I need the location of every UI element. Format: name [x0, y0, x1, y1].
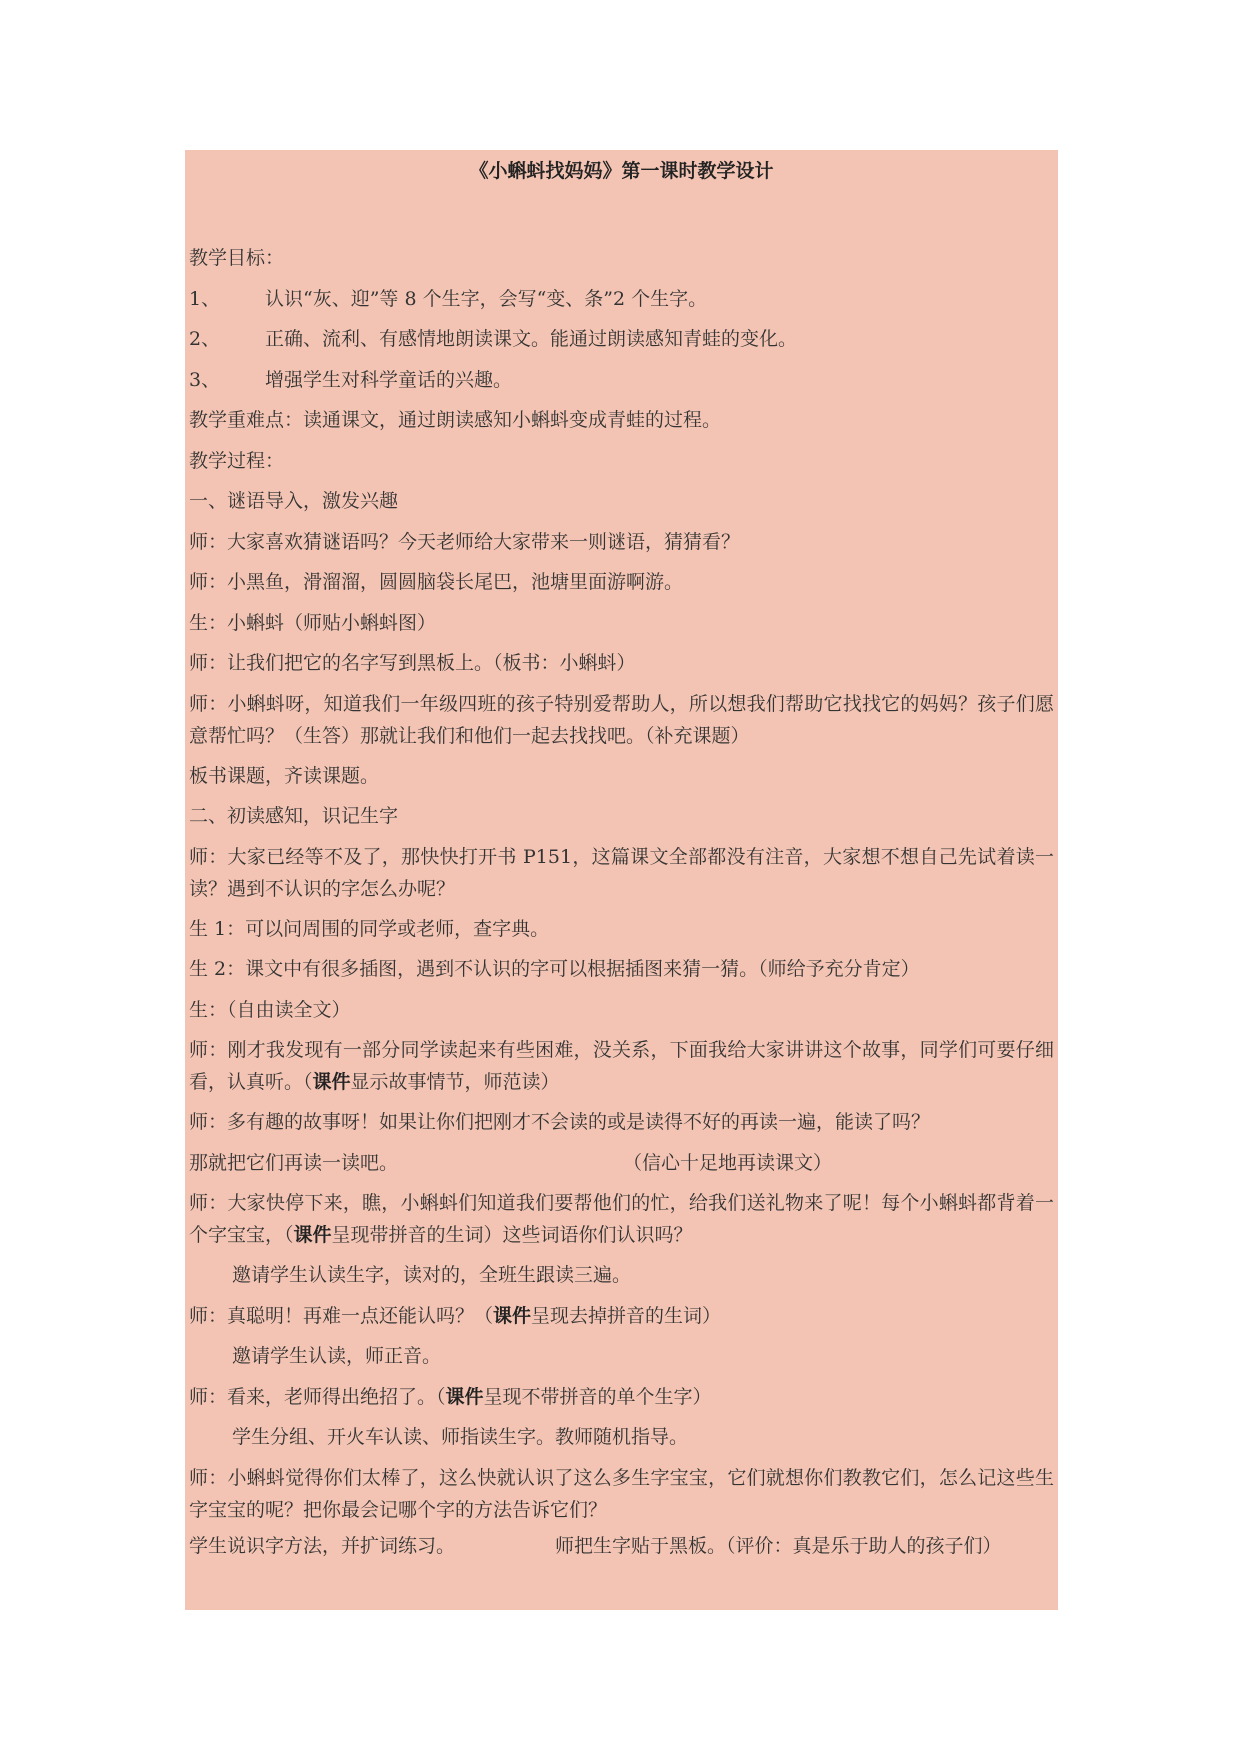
dialogue-line: 师：大家喜欢猜谜语吗？今天老师给大家带来一则谜语，猜猜看？: [189, 530, 741, 553]
courseware-label: 课件: [312, 1071, 351, 1093]
document-title: 《小蝌蚪找妈妈》第一课时教学设计: [469, 160, 774, 182]
text-segment: 师：刚才我发现有一部分同学读起来有些困难，没关系，下面我给大家讲讲这个故事，同学们可要仔细看，认真听。（: [189, 1039, 1054, 1093]
dialogue-paragraph: 师：大家已经等不及了，那快快打开书 P151，这篇课文全部都没有注音，大家想不想自己先试着读一读？遇到不认识的字怎么办呢？: [189, 845, 1054, 900]
section-1-heading: 一、谜语导入，激发兴趣: [189, 490, 399, 512]
text-segment: 显示故事情节，师范读）: [350, 1071, 560, 1093]
goal-number: 1、: [189, 287, 221, 310]
dialogue-paragraph: 师：小蝌蚪呀，知道我们一年级四班的孩子特别爱帮助人，所以想我们帮助它找找它的妈妈？孩子们愿意帮忙吗？（生答）那就让我们和他们一起去找找吧。（补充课题）: [189, 692, 1054, 747]
text-segment: （信心十足地再读课文）: [623, 1151, 833, 1174]
dialogue-line: 生：小蝌蚪（师贴小蝌蚪图）: [189, 611, 437, 634]
text-segment: 师：真聪明！再难一点还能认吗？（: [189, 1304, 494, 1327]
courseware-label: 课件: [293, 1224, 332, 1246]
dialogue-paragraph: 师：小蝌蚪觉得你们太棒了，这么快就认识了这么多生字宝宝，它们就想你们教教它们，怎么记这些生字宝宝的呢？把你最会记哪个字的方法告诉它们？: [189, 1466, 1054, 1521]
section-2-heading: 二、初读感知，识记生字: [189, 805, 399, 827]
dialogue-line: [189, 1377, 1054, 1418]
text-segment: 师把生字贴于黑板。（评价：真是乐于助人的孩子们）: [555, 1534, 1002, 1557]
lesson-plan-panel: [185, 150, 1058, 1610]
dialogue-paragraph: [189, 1187, 1054, 1251]
dialogue-paragraph: [189, 1034, 1054, 1098]
dialogue-line: 师：让我们把它的名字写到黑板上。（板书：小蝌蚪）: [189, 652, 636, 674]
goal-number: 3、: [189, 368, 221, 391]
dialogue-line: 邀请学生认读生字，读对的，全班生跟读三遍。: [232, 1264, 632, 1286]
goal-item: [189, 279, 1054, 320]
dialogue-line: [189, 1143, 1054, 1184]
dialogue-line: 生：（自由读全文）: [189, 998, 351, 1021]
courseware-label: 课件: [493, 1304, 532, 1327]
dialogue-line: 师：多有趣的故事呀！如果让你们把刚才不会读的或是读得不好的再读一遍，能读了吗？: [189, 1111, 931, 1133]
text-segment: 那就把它们再读一读吧。: [189, 1151, 399, 1174]
dialogue-line: 邀请学生认读，师正音。: [232, 1345, 442, 1367]
dialogue-paragraph: [189, 1530, 1054, 1562]
process-heading: 教学过程：: [189, 449, 285, 472]
text-segment: 师：大家快停下来，瞧，小蝌蚪们知道我们要帮他们的忙，给我们送礼物来了呢！每个小蝌蚪都背着一个字宝宝，（: [189, 1192, 1054, 1246]
goal-item: [189, 319, 1054, 360]
goal-item: [189, 360, 1054, 401]
text-segment: 师：看来，老师得出绝招了。（: [189, 1385, 446, 1408]
courseware-label: 课件: [445, 1385, 484, 1408]
goal-number: 2、: [189, 328, 221, 350]
dialogue-line: [189, 1296, 1054, 1337]
dialogue-line: 板书课题，齐读课题。: [189, 764, 380, 787]
text-segment: 呈现带拼音的生词）这些词语你们认识吗？: [331, 1224, 693, 1246]
goal-text: 增强学生对科学童话的兴趣。: [265, 368, 513, 391]
dialogue-line: 生 2：课文中有很多插图，遇到不认识的字可以根据插图来猜一猜。（师给予充分肯定）: [189, 958, 920, 980]
dialogue-line: 师：小黑鱼，滑溜溜，圆圆脑袋长尾巴，池塘里面游啊游。: [189, 571, 684, 593]
text-segment: 学生说识字方法，并扩词练习。: [189, 1534, 456, 1557]
text-segment: 呈现去掉拼音的生词）: [531, 1304, 722, 1327]
text-segment: 呈现不带拼音的单个生字）: [483, 1385, 712, 1408]
dialogue-line: 学生分组、开火车认读、师指读生字。教师随机指导。: [232, 1426, 689, 1448]
dialogue-line: 生 1：可以问周围的同学或老师，查字典。: [189, 917, 550, 940]
title-spacer: [189, 192, 1054, 238]
goal-text: 认识“灰、迎”等 8 个生字，会写“变、条”2 个生字。: [265, 287, 708, 310]
goals-heading: 教学目标：: [189, 247, 285, 269]
key-points: 教学重难点：读通课文，通过朗读感知小蝌蚪变成青蛙的过程。: [189, 409, 722, 431]
goal-text: 正确、流利、有感情地朗读课文。能通过朗读感知青蛙的变化。: [265, 328, 798, 350]
